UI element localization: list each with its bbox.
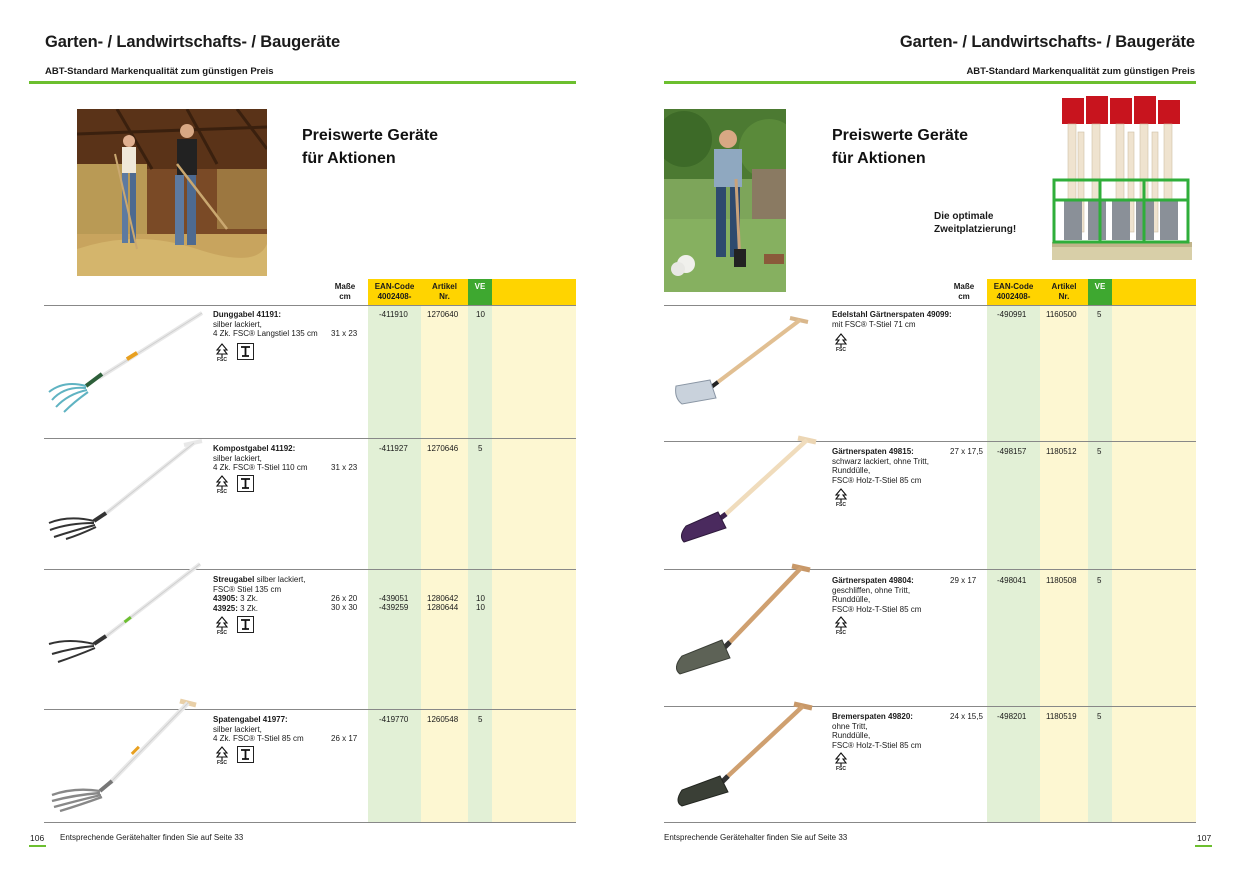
- certification-icons: [213, 343, 254, 365]
- page-subtitle: ABT-Standard Markenqualität zum günstigen Preis: [966, 66, 1195, 77]
- extra-column: [1112, 279, 1196, 823]
- placement-note: Die optimale Zweitplatzierung!: [934, 211, 1017, 235]
- page-subtitle: ABT-Standard Markenqualität zum günstigen Preis: [45, 66, 274, 77]
- ve-column: [468, 279, 492, 823]
- barn-photo: [77, 109, 267, 276]
- spatengabel-image: [44, 695, 204, 815]
- masse-value: 31 x 23: [331, 463, 358, 472]
- article-number: 1180512: [1046, 447, 1077, 456]
- product-description: Dunggabel 41191: silber lackiert, 4 Zk. FSC® Langstiel 135 cm: [213, 310, 318, 338]
- masse-value: 24 x 15,5: [950, 712, 983, 721]
- display-stand-image: [1040, 92, 1200, 270]
- masse-value: 31 x 23: [331, 329, 358, 338]
- row-divider: [44, 822, 576, 823]
- handle-type-icon: [237, 343, 254, 360]
- product-description: Gärtnerspaten 49815: schwarz lackiert, ohne Tritt, Runddülle, FSC® Holz-T-Stiel 85 cm: [832, 447, 929, 485]
- ve-value: 5: [1097, 576, 1102, 585]
- page-number-bar: [1195, 845, 1212, 847]
- header-ean: EAN-Code 4002408-: [987, 279, 1040, 305]
- masse-value: 29 x 17: [950, 576, 977, 585]
- dunggabel-image: [44, 310, 204, 415]
- certification-icons: [213, 616, 254, 638]
- bremerspaten-image: [670, 698, 820, 813]
- ve-value: 5: [1097, 310, 1102, 319]
- promo-headline: Preiswerte Geräte für Aktionen: [302, 127, 439, 167]
- article-number: 1180519: [1046, 712, 1077, 721]
- article-number: 1180508: [1046, 576, 1077, 585]
- header-ve: VE: [468, 279, 492, 305]
- header-ean: EAN-Code 4002408-: [368, 279, 421, 305]
- handle-type-icon: [237, 475, 254, 492]
- ve-value: 10: [476, 603, 485, 612]
- page-number-bar: [29, 845, 46, 847]
- right-page: [620, 0, 1240, 876]
- header-masse: Maße cm: [953, 282, 975, 301]
- fsc-icon: FSC: [832, 752, 850, 774]
- masse-value: 26 x 17: [331, 734, 358, 743]
- handle-type-icon: [237, 746, 254, 763]
- article-number: 1270640: [427, 310, 459, 319]
- product-description: Edelstahl Gärtnerspaten 49099: mit FSC® T-Stiel 71 cm: [832, 310, 952, 329]
- masse-value: 27 x 17,5: [950, 447, 983, 456]
- article-number: 1270646: [427, 444, 459, 453]
- gaertnerspaten-49815-image: [670, 432, 820, 547]
- ean-value: -411927: [379, 444, 408, 453]
- ean-value: -411910: [379, 310, 408, 319]
- product-description: Bremerspaten 49820: ohne Tritt, Runddülle, FSC® Holz-T-Stiel 85 cm: [832, 712, 922, 750]
- page-title: Garten- / Landwirtschafts- / Baugeräte: [899, 33, 1195, 51]
- footer-note: Entsprechende Gerätehalter finden Sie auf Seite 33: [664, 833, 848, 842]
- fsc-icon: FSC: [213, 475, 231, 497]
- ve-column: [1088, 279, 1112, 823]
- header-ve: VE: [1088, 279, 1112, 305]
- certification-icons: [832, 616, 850, 638]
- ean-value: -498201: [997, 712, 1027, 721]
- article-number: 1280642: [427, 594, 459, 603]
- ean-value: -490991: [997, 310, 1027, 319]
- ve-value: 5: [478, 715, 483, 724]
- article-number: 1260548: [427, 715, 459, 724]
- product-description: Spatengabel 41977: silber lackiert, 4 Zk. FSC® T-Stiel 85 cm: [213, 715, 304, 743]
- certification-icons: [213, 475, 254, 497]
- masse-value: 30 x 30: [331, 603, 358, 612]
- fsc-icon: FSC: [832, 616, 850, 638]
- ean-value: -439259: [379, 603, 409, 612]
- fsc-icon: FSC: [832, 333, 850, 355]
- fsc-icon: FSC: [213, 746, 231, 768]
- ean-value: -439051: [379, 594, 409, 603]
- row-divider: [664, 305, 1196, 306]
- product-description: Streugabel silber lackiert, FSC® Stiel 135 cm 43905: 3 Zk. 43925: 3 Zk.: [213, 575, 306, 613]
- article-column: [1040, 279, 1088, 823]
- handle-type-icon: [237, 616, 254, 633]
- ve-value: 10: [476, 594, 485, 603]
- header-masse: Maße cm: [334, 282, 356, 301]
- garden-photo: [664, 109, 786, 292]
- fsc-icon: FSC: [213, 343, 231, 365]
- product-description: Kompostgabel 41192: silber lackiert, 4 Zk. FSC® T-Stiel 110 cm: [213, 444, 308, 472]
- fsc-icon: FSC: [213, 616, 231, 638]
- ean-column: [987, 279, 1040, 823]
- header-artikel: Artikel Nr.: [421, 279, 468, 305]
- edelstahl-spaten-image: [670, 312, 820, 412]
- streugabel-image: [44, 560, 204, 665]
- masse-value: 26 x 20: [331, 594, 358, 603]
- extra-column: [492, 279, 576, 823]
- certification-icons: [832, 752, 850, 774]
- ve-value: 5: [1097, 712, 1102, 721]
- footer-note: Entsprechende Gerätehalter finden Sie auf Seite 33: [60, 833, 244, 842]
- article-column: [421, 279, 468, 823]
- certification-icons: [832, 333, 850, 355]
- article-number: 1160500: [1046, 310, 1077, 319]
- product-description: Gärtnerspaten 49804: geschliffen, ohne Tritt, Runddülle, FSC® Holz-T-Stiel 85 cm: [832, 576, 922, 614]
- gaertnerspaten-49804-image: [670, 560, 820, 680]
- ve-value: 10: [476, 310, 485, 319]
- article-number: 1280644: [427, 603, 459, 612]
- header-rule: [664, 81, 1196, 84]
- header-artikel: Artikel Nr.: [1040, 279, 1088, 305]
- certification-icons: [832, 488, 850, 510]
- ean-value: -419770: [379, 715, 409, 724]
- ve-value: 5: [478, 444, 483, 453]
- row-divider: [44, 305, 576, 306]
- header-extra: [492, 279, 576, 305]
- row-divider: [664, 822, 1196, 823]
- ve-value: 5: [1097, 447, 1102, 456]
- fsc-icon: FSC: [832, 488, 850, 510]
- page-number: 107: [1197, 833, 1212, 843]
- page-number: 106: [30, 833, 45, 843]
- page-title: Garten- / Landwirtschafts- / Baugeräte: [45, 33, 341, 51]
- ean-value: -498157: [997, 447, 1027, 456]
- header-rule: [29, 81, 576, 84]
- kompostgabel-image: [44, 435, 204, 540]
- ean-value: -498041: [997, 576, 1027, 585]
- promo-headline: Preiswerte Geräte für Aktionen: [832, 127, 969, 167]
- certification-icons: [213, 746, 254, 768]
- ean-column: [368, 279, 421, 823]
- header-extra: [1112, 279, 1196, 305]
